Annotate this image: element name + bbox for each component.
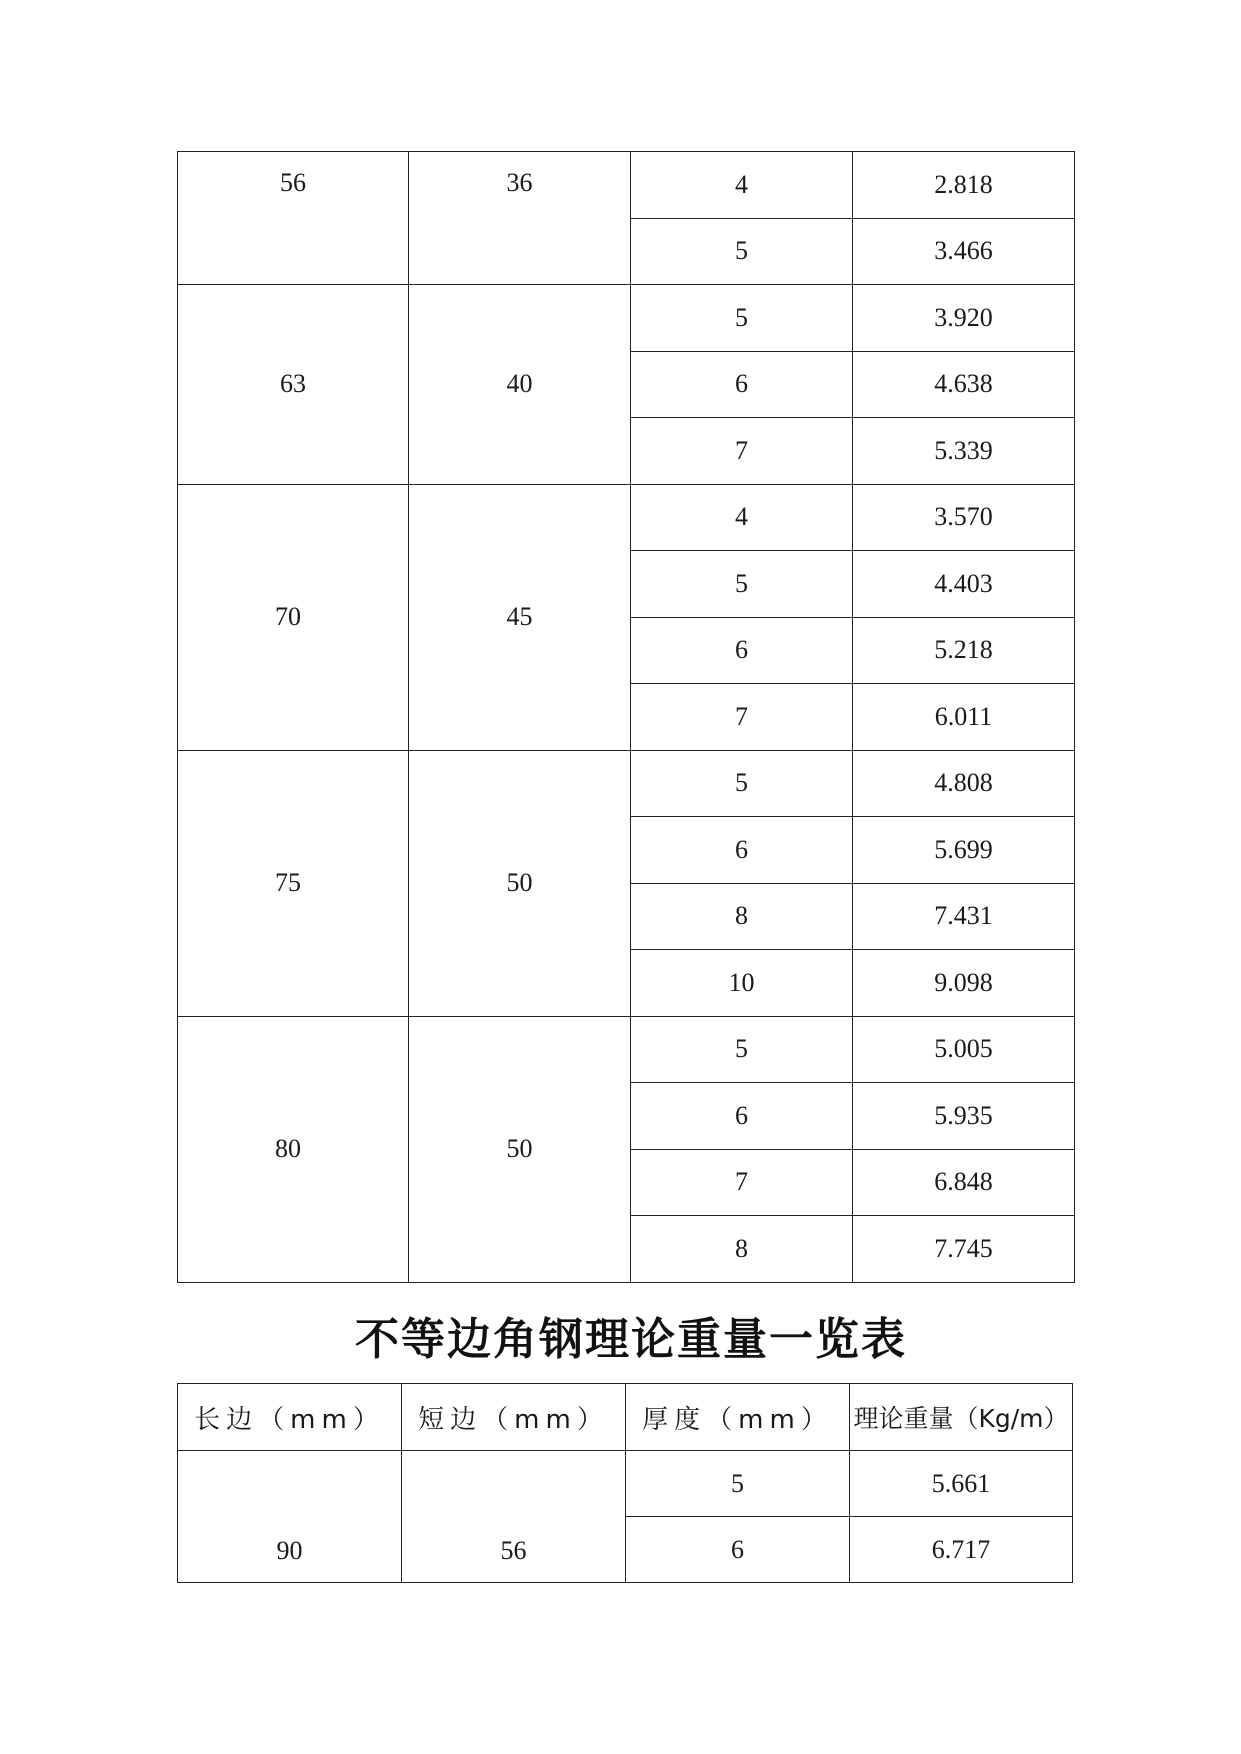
weight-cell: 6.848 [853,1149,1075,1216]
thickness-cell: 5 [631,1016,853,1083]
weight-cell: 2.818 [853,152,1075,219]
top-weight-table [177,151,1075,1283]
weight-cell: 3.920 [853,285,1075,352]
weight-cell: 5.935 [853,1083,1075,1150]
thickness-cell: 6 [631,1083,853,1150]
document-title: 不等边角钢理论重量一览表 [355,1314,907,1365]
thickness-cell: 5 [631,285,853,352]
short-side-cell: 50 [409,750,631,1016]
weight-cell: 5.699 [853,817,1075,884]
thickness-cell: 6 [631,351,853,418]
weight-cell: 5.339 [853,418,1075,485]
thickness-cell: 7 [631,1149,853,1216]
weight-cell: 4.403 [853,551,1075,618]
table-row [178,1451,1073,1517]
weight-cell: 5.005 [853,1016,1075,1083]
thickness-cell: 6 [631,617,853,684]
thickness-cell: 5 [631,218,853,285]
long-side-cell: 63 [178,285,409,485]
header-short-side: 短边（mm） [402,1384,626,1451]
thickness-cell: 7 [631,684,853,751]
short-side-cell: 36 [409,152,631,285]
thickness-cell: 8 [631,883,853,950]
table-row [178,1016,1075,1083]
table-row [178,152,1075,219]
short-side-cell: 56 [402,1451,626,1583]
long-side-cell: 80 [178,1016,409,1282]
table-header-row [178,1384,1073,1451]
weight-cell: 5.661 [850,1451,1073,1517]
table-row [178,750,1075,817]
table-row [178,484,1075,551]
thickness-cell: 5 [631,750,853,817]
long-side-cell: 70 [178,484,409,750]
bottom-weight-table [177,1383,1073,1583]
weight-cell: 7.431 [853,883,1075,950]
long-side-cell: 56 [178,152,409,285]
header-weight: 理论重量（Kg/m） [850,1384,1073,1451]
short-side-cell: 50 [409,1016,631,1282]
thickness-cell: 6 [626,1517,850,1583]
weight-cell: 4.808 [853,750,1075,817]
thickness-cell: 4 [631,484,853,551]
thickness-cell: 10 [631,950,853,1017]
thickness-cell: 5 [631,551,853,618]
header-thickness: 厚度（mm） [626,1384,850,1451]
thickness-cell: 7 [631,418,853,485]
thickness-cell: 6 [631,817,853,884]
header-long-side: 长边（mm） [178,1384,402,1451]
weight-cell: 6.717 [850,1517,1073,1583]
short-side-cell: 40 [409,285,631,485]
long-side-cell: 90 [178,1451,402,1583]
long-side-cell: 75 [178,750,409,1016]
short-side-cell: 45 [409,484,631,750]
weight-cell: 7.745 [853,1216,1075,1283]
weight-cell: 5.218 [853,617,1075,684]
thickness-cell: 5 [626,1451,850,1517]
weight-cell: 3.570 [853,484,1075,551]
thickness-cell: 4 [631,152,853,219]
weight-cell: 9.098 [853,950,1075,1017]
weight-cell: 3.466 [853,218,1075,285]
thickness-cell: 8 [631,1216,853,1283]
weight-cell: 4.638 [853,351,1075,418]
weight-cell: 6.011 [853,684,1075,751]
table-row [178,285,1075,352]
